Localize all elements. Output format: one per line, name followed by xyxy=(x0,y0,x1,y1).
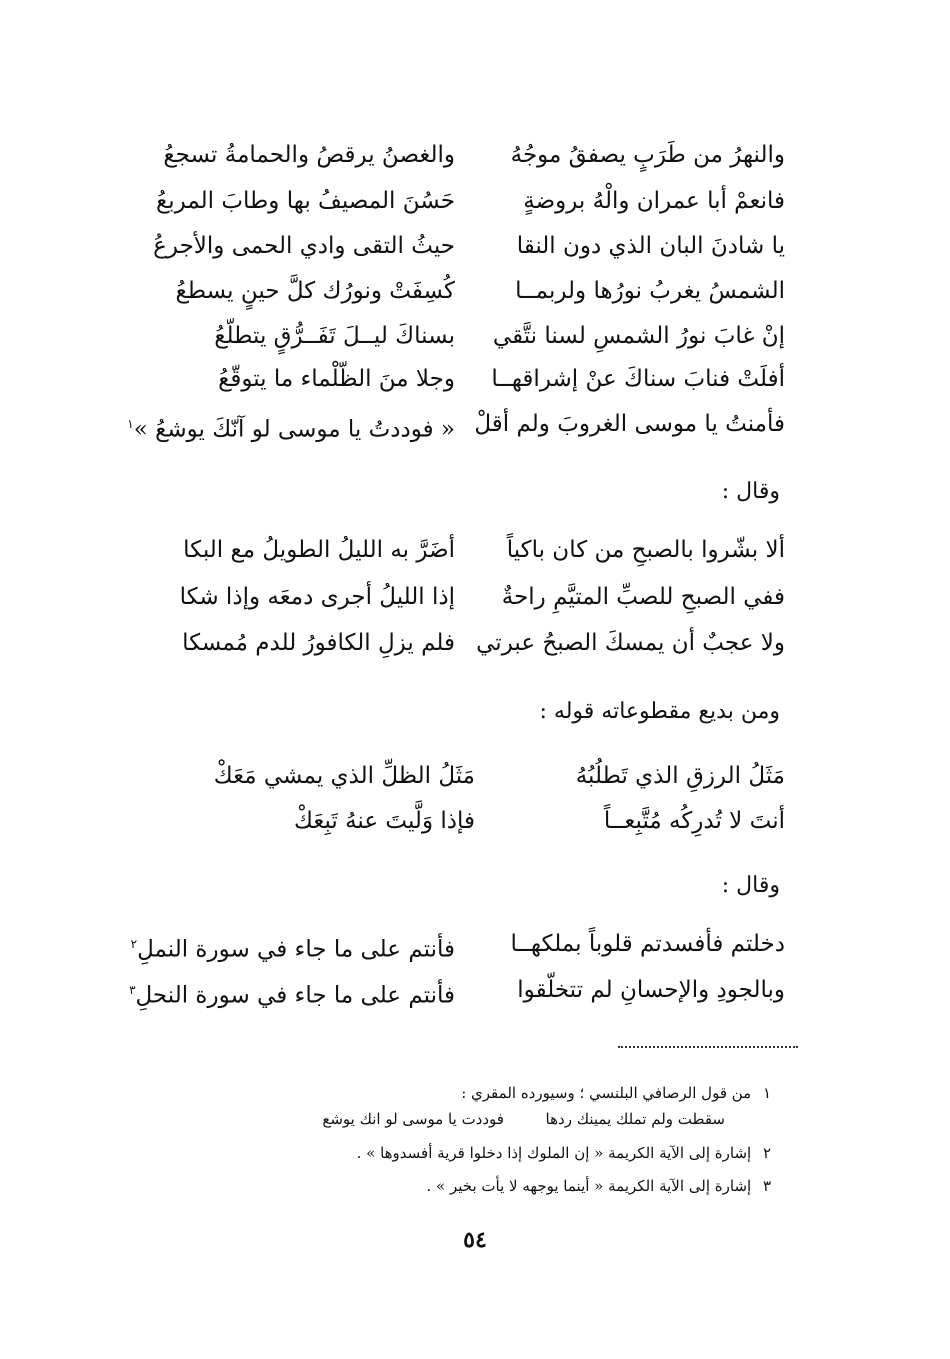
verse-line xyxy=(135,356,785,402)
verse-first-hemistich: الشمسُ يغربُ نورُها ولربمــا xyxy=(515,278,785,304)
verse-second-hemistich xyxy=(129,967,455,1019)
hemistich-text: فأنتم على ما جاء في سورة النحلِ xyxy=(135,982,455,1009)
footnote-marker: ٢ xyxy=(130,937,138,951)
verse-first-hemistich: وبالجودِ والإحسانِ لم تتخلّقوا xyxy=(517,977,785,1003)
footnote-2 xyxy=(357,1140,778,1166)
verse-first-hemistich: أنتَ لا تُدرِكُه مُتَّبِعــاً xyxy=(603,808,785,834)
verse-second-hemistich: بسناكَ ليــلَ تَفَــرُّقٍ يتطلّعُ xyxy=(214,323,455,349)
verse-line xyxy=(135,798,785,844)
footnote-separator xyxy=(618,1046,798,1048)
verse-first-hemistich: ففي الصبحِ للصبِّ المتيَّمِ راحةٌ xyxy=(501,584,785,610)
verse-first-hemistich: ولا عجبٌ أن يمسكَ الصبحُ عبرتي xyxy=(476,630,785,656)
verse-second-hemistich: أضَرَّ به الليلُ الطويلُ مع البكا xyxy=(183,537,455,563)
section-intro: وقال : xyxy=(721,873,780,898)
verse-first-hemistich: دخلتم فأفسدتم قلوباً بملكهــا xyxy=(510,931,785,957)
verse-second-hemistich: والغصنُ يرقصُ والحمامةُ تسجعُ xyxy=(163,142,455,168)
verse-second-hemistich: كُسِفَتْ ونورُك كلَّ حينٍ يسطعُ xyxy=(175,278,455,304)
footnote-marker: ١ xyxy=(127,417,134,431)
page-number: ٥٤ xyxy=(463,1227,487,1253)
footnote-number: ٢ xyxy=(762,1144,772,1162)
section-intro: ومن بديع مقطوعاته قوله : xyxy=(539,699,780,724)
verse-second-hemistich: فإذا وَلَّيتَ عنهُ تَبِعَكْ xyxy=(293,808,475,834)
verse-first-hemistich: يا شادنَ البان الذي دون النقا xyxy=(516,233,785,259)
verse-line xyxy=(135,178,785,224)
footnote-text: من قول الرصافي البلنسي ؛ وسيورده المقري : xyxy=(461,1084,752,1102)
verse-line xyxy=(135,132,785,178)
footnote-3 xyxy=(427,1173,778,1199)
verse-first-hemistich: فانعمْ أبا عمران والْهُ بروضةٍ xyxy=(523,188,785,214)
verse-second-hemistich xyxy=(127,401,455,453)
footnote-verse-first: سقطت ولم تملك يمينك ردها xyxy=(545,1110,725,1128)
verse-line xyxy=(135,753,785,799)
verse-first-hemistich: أفلَتْ فنابَ سناكَ عنْ إشراقهــا xyxy=(491,366,785,392)
verse-second-hemistich xyxy=(130,921,455,973)
verse-line xyxy=(129,967,785,1013)
verse-first-hemistich: والنهرُ من طَرَبٍ يصفقُ موجُهُ xyxy=(510,142,785,168)
verse-second-hemistich: حيثُ التقى وادي الحمى والأجرعُ xyxy=(153,233,455,259)
verse-second-hemistich: وجلا منَ الظّلْماء ما يتوقّعُ xyxy=(218,366,455,392)
verse-line xyxy=(135,620,785,666)
verse-line xyxy=(130,921,785,967)
verse-line xyxy=(135,268,785,314)
verse-line xyxy=(135,223,785,269)
verse-first-hemistich: فأمنتُ يا موسى الغروبَ ولم أقلْ xyxy=(474,411,785,437)
verse-line xyxy=(135,574,785,620)
verse-line xyxy=(135,527,785,573)
verse-first-hemistich: إنْ غابَ نورُ الشمسِ لسنا نتَّقي xyxy=(492,323,785,349)
footnote-verse-second: فوددت يا موسى لو انك يوشع xyxy=(322,1110,504,1128)
footnote-text: إشارة إلى الآية الكريمة « إن الملوك إذا دخلوا قرية أفسدوها » . xyxy=(356,1144,752,1162)
verse-first-hemistich: مَثَلُ الرزقِ الذي تَطلُبُهُ xyxy=(575,763,785,789)
verse-first-hemistich: ألا بشّروا بالصبحِ من كان باكياً xyxy=(506,537,785,563)
quoted-hemistich: « فوددتُ يا موسى لو آنّكَ يوشعُ » xyxy=(133,416,455,443)
hemistich-text: فأنتم على ما جاء في سورة النملِ xyxy=(137,936,455,963)
footnote-marker: ٣ xyxy=(129,983,136,997)
footnote-1 xyxy=(461,1080,778,1106)
section-intro: وقال : xyxy=(721,479,780,504)
footnote-text: إشارة إلى الآية الكريمة « أينما يوجهه لا يأت بخير » . xyxy=(426,1177,752,1195)
footnote-number: ١ xyxy=(762,1084,772,1102)
verse-second-hemistich: إذا الليلُ أجرى دمعَه وإذا شكا xyxy=(179,584,455,610)
verse-second-hemistich: مَثَلُ الظلِّ الذي يمشي مَعَكْ xyxy=(213,763,475,789)
verse-line xyxy=(135,313,785,359)
verse-second-hemistich: حَسُنَ المصيفُ بها وطابَ المربعُ xyxy=(156,188,455,214)
footnote-number: ٣ xyxy=(762,1177,772,1195)
footnote-1-verse xyxy=(322,1106,725,1132)
verse-second-hemistich: فلم يزلِ الكافورُ للدم مُمسكا xyxy=(182,630,455,656)
verse-line xyxy=(127,401,785,447)
